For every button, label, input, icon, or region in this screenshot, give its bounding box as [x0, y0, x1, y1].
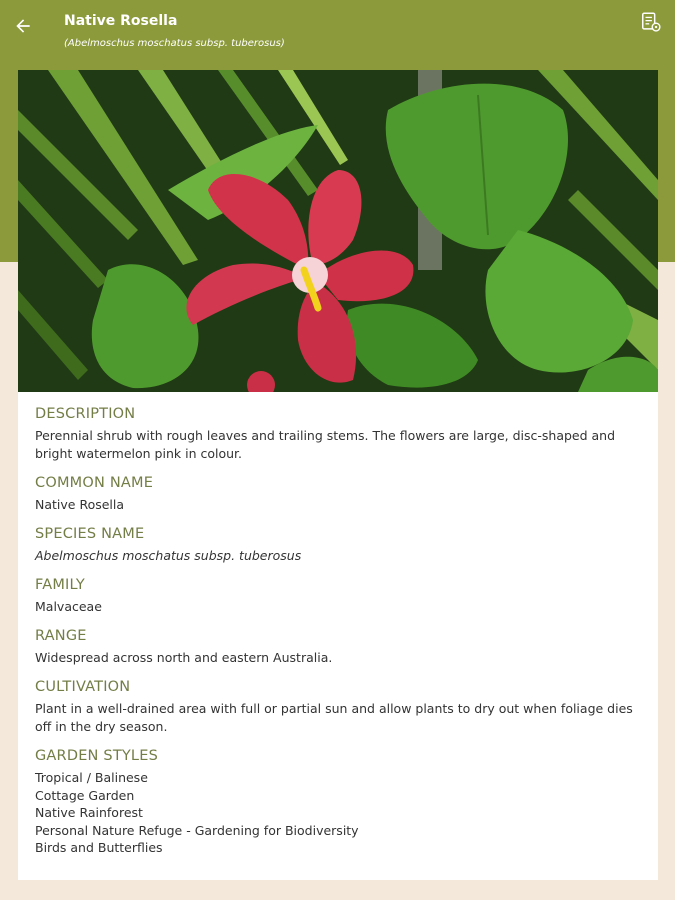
species-name-text: Abelmoschus moschatus subsp. tuberosus — [35, 548, 302, 563]
arrow-back-icon — [13, 16, 33, 36]
list-settings-button[interactable] — [640, 11, 664, 35]
common-name-text: Native Rosella — [35, 497, 125, 512]
list-item: Personal Nature Refuge - Gardening for Biodiversity — [35, 822, 359, 838]
cultivation-text: Plant in a well-drained area with full or partial sun and allow plants to dry out when foliage dies off in the dry season. — [35, 701, 633, 734]
family-text: Malvaceae — [35, 599, 102, 614]
garden-styles-list — [35, 769, 641, 857]
description-heading: DESCRIPTION — [35, 406, 136, 422]
plant-photo — [18, 70, 658, 392]
page-subtitle: (Abelmoschus moschatus subsp. tuberosus) — [64, 38, 285, 49]
list-item: Birds and Butterflies — [35, 840, 163, 855]
list-item: Tropical / Balinese — [35, 770, 148, 785]
page-title: Native Rosella — [64, 13, 178, 29]
family-heading: FAMILY — [35, 577, 85, 593]
back-button[interactable] — [10, 14, 36, 38]
list-settings-icon — [640, 11, 662, 33]
range-heading: RANGE — [35, 628, 87, 644]
list-item: Native Rainforest — [35, 805, 143, 820]
species-name-heading: SPECIES NAME — [35, 526, 145, 542]
plant-detail-card — [18, 70, 658, 880]
common-name-heading: COMMON NAME — [35, 475, 154, 491]
cultivation-heading: CULTIVATION — [35, 679, 131, 695]
range-text: Widespread across north and eastern Australia. — [35, 650, 333, 665]
description-text: Perennial shrub with rough leaves and trailing stems. The flowers are large, disc-shaped and bright watermelon pink in colour. — [35, 428, 616, 461]
garden-styles-heading: GARDEN STYLES — [35, 748, 158, 764]
detail-content — [18, 392, 658, 857]
app-bar — [0, 0, 675, 68]
list-item: Cottage Garden — [35, 787, 135, 803]
